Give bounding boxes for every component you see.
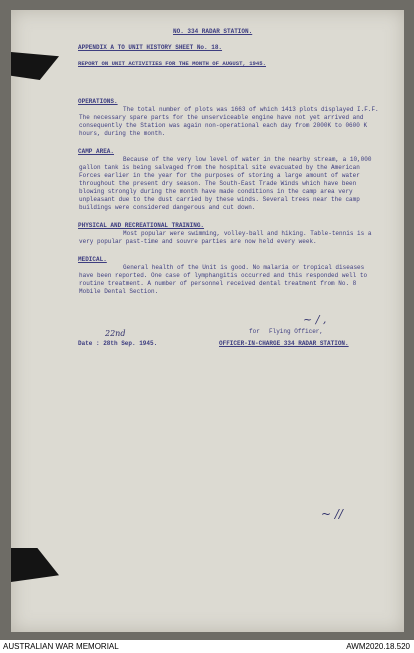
- section-heading: PHYSICAL AND RECREATIONAL TRAINING.: [78, 222, 205, 229]
- document-text: [11, 10, 404, 632]
- signature-for: for: [249, 328, 260, 335]
- archive-name: AUSTRALIAN WAR MEMORIAL: [3, 642, 119, 651]
- section-paragraph: Because of the very low level of water in the nearby stream, a 10,000 gallon tank is being salvaged from the hospital site evacuated by the American Forces earlier in the year for the purposes of storing a large amount of water throughout the present dry season. The South-East Trade Winds which have been blowing strongly during the month have made conditions in the camp area very unpleasant due to the dust carried by these winds. Several trees near the camp buildings were considered dangerous and cut down.: [79, 156, 372, 211]
- report-heading: REPORT ON UNIT ACTIVITIES FOR THE MONTH OF AUGUST, 1945.: [78, 60, 266, 67]
- document-date: Date : 28th Sep. 1945.: [78, 340, 158, 347]
- section-heading: MEDICAL.: [78, 256, 107, 263]
- section-paragraph: The total number of plots was 1663 of which 1413 plots displayed I.F.F. The necessary spare parts for the unserviceable engine have not yet arrived and consequently the Station was again non-operational each day from 2000K to 0600 K hours, during the month.: [79, 106, 379, 137]
- appendix-heading: APPENDIX A TO UNIT HISTORY SHEET No. 18.: [78, 44, 223, 51]
- section-heading: OPERATIONS.: [78, 98, 118, 105]
- station-heading: NO. 334 RADAR STATION.: [173, 28, 253, 35]
- signature-rank: Flying Officer,: [269, 328, 324, 335]
- section-paragraph: Most popular were swimming, volley-ball and hiking. Table-tennis is a very popular past-time and souvre parties are now held every week.: [79, 230, 372, 245]
- archive-reference: AWM2020.18.520: [346, 642, 410, 651]
- handwritten-date: 22nd: [105, 329, 126, 338]
- signature-title: OFFICER-IN-CHARGE 334 RADAR STATION.: [219, 340, 349, 347]
- handwritten-signature-mark: ~ //: [321, 507, 343, 521]
- handwritten-signature-mark: ~ / ,: [303, 313, 327, 326]
- section-paragraph: General health of the Unit is good. No malaria or tropical diseases have been reported. One case of lymphangitis occurred and this responded well to routine treatment. A number of personnel received dental treatment from No. 8 Mobile Dental Section.: [79, 264, 368, 295]
- archive-footer: [0, 640, 414, 653]
- document-page: [11, 10, 404, 632]
- section-heading: CAMP AREA.: [78, 148, 115, 155]
